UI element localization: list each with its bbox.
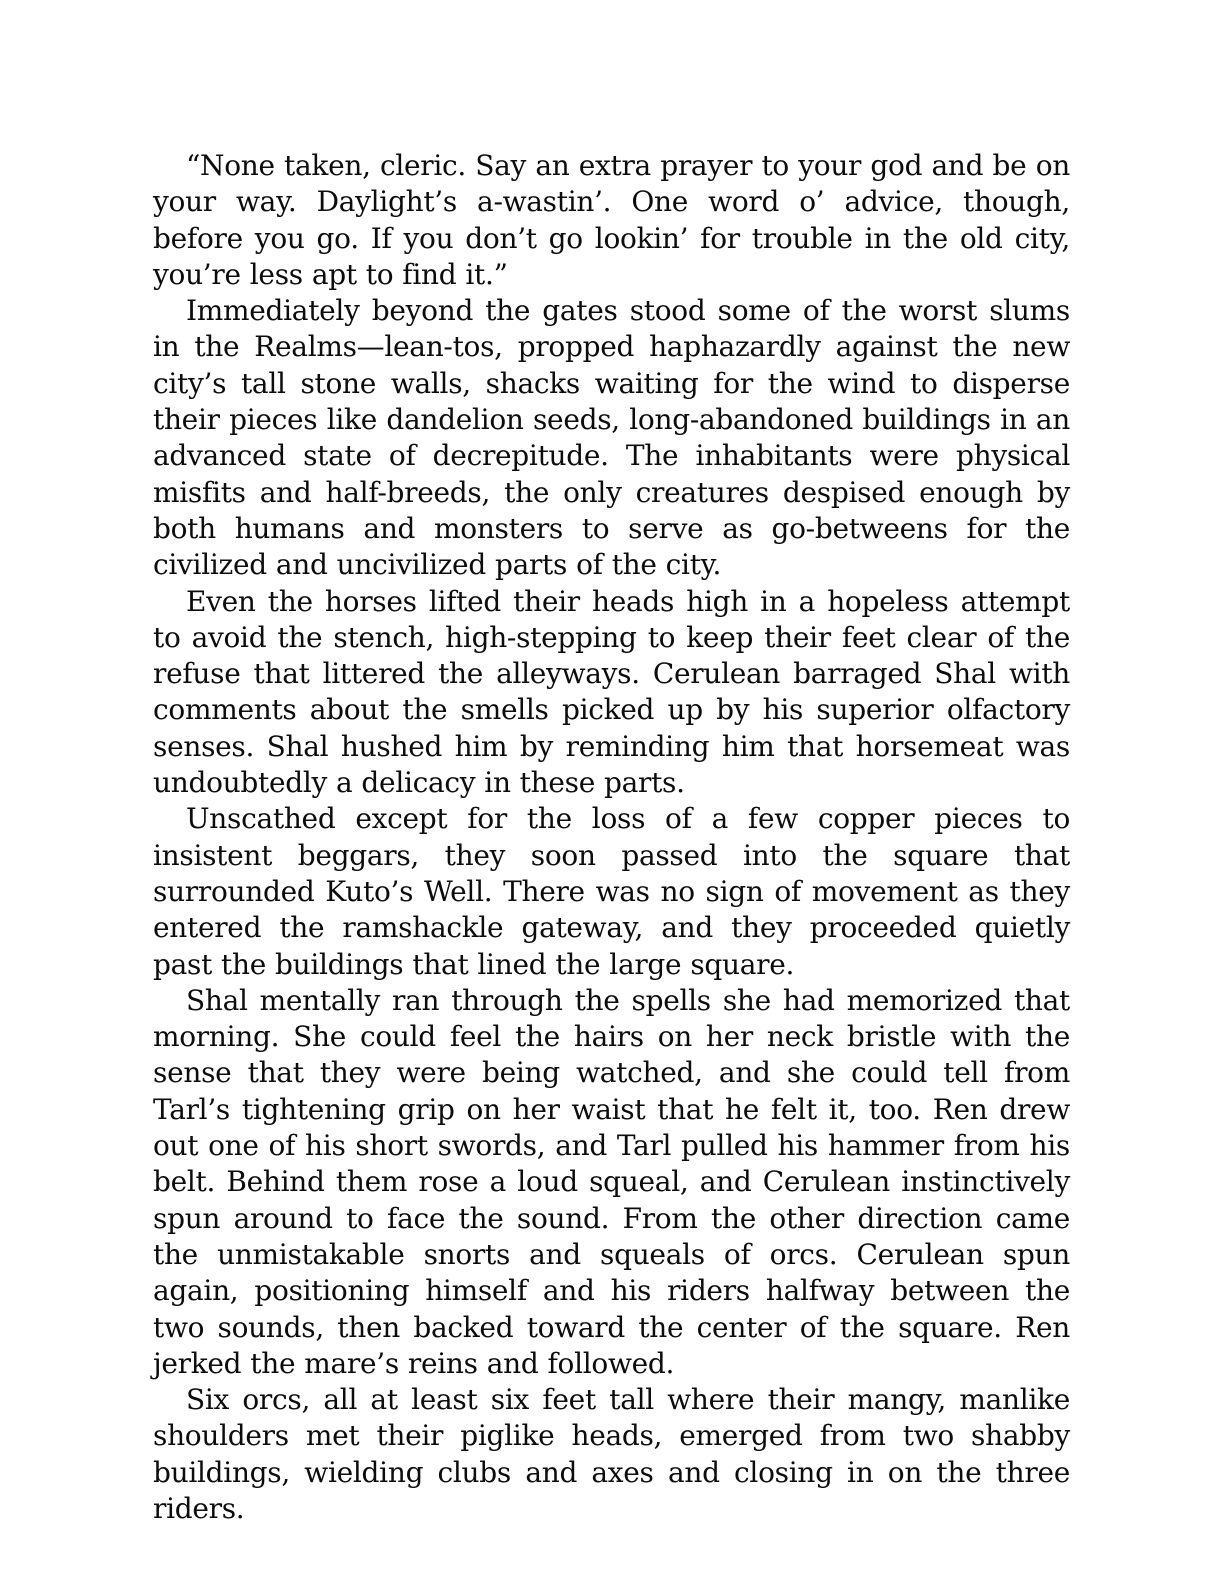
- page-text: [153, 148, 1070, 1527]
- paragraph-horses: Even the horses lifted their heads high in a hopeless attempt to avoid the stench, high-stepping to keep their feet clear of the refuse that littered the alleyways. Cerulean barraged Shal with comments about the smells picked up by his superior olfactory senses. Shal hushed him by reminding him that horsemeat was undoubtedly a delicacy in these parts.: [153, 584, 1070, 800]
- paragraph-spells: Shal mentally ran through the spells she had memorized that morning. She could feel the hairs on her neck bristle with the sense that they were being watched, and she could tell from Tarl’s tightening grip on her waist that he felt it, too. Ren drew out one of his short swords, and Tarl pulled his hammer from his belt. Behind them rose a loud squeal, and Cerulean instinctively spun around to face the sound. From the other direction came the unmistakable snorts and squeals of orcs. Cerulean spun again, positioning himself and his riders halfway between the two sounds, then backed toward the center of the square. Ren jerked the mare’s reins and followed.: [153, 983, 1070, 1380]
- paragraph-square: Unscathed except for the loss of a few copper pieces to insistent beggars, they soon passed into the square that surrounded Kuto’s Well. There was no sign of movement as they entered the ramshackle gateway, and they proceeded quietly past the buildings that lined the large square.: [153, 802, 1070, 981]
- paragraph-orcs: Six orcs, all at least six feet tall where their mangy, manlike shoulders met their piglike heads, emerged from two shabby buildings, wielding clubs and axes and closing in on the three riders.: [153, 1383, 1070, 1525]
- paragraph-dialogue: “None taken, cleric. Say an extra prayer to your god and be on your way. Daylight’s a-wastin’. One word o’ advice, though, before you go. If you don’t go lookin’ for trouble in the old city, you’re less apt to find it.”: [153, 149, 1070, 291]
- paragraph-slums: Immediately beyond the gates stood some of the worst slums in the Realms—lean-tos, propped haphazardly against the new city’s tall stone walls, shacks waiting for the wind to disperse their pieces like dandelion seeds, long-abandoned buildings in an advanced state of decrepitude. The inhabitants were physical misfits and half-breeds, the only creatures despised enough by both humans and monsters to serve as go-betweens for the civilized and uncivilized parts of the city.: [153, 294, 1070, 582]
